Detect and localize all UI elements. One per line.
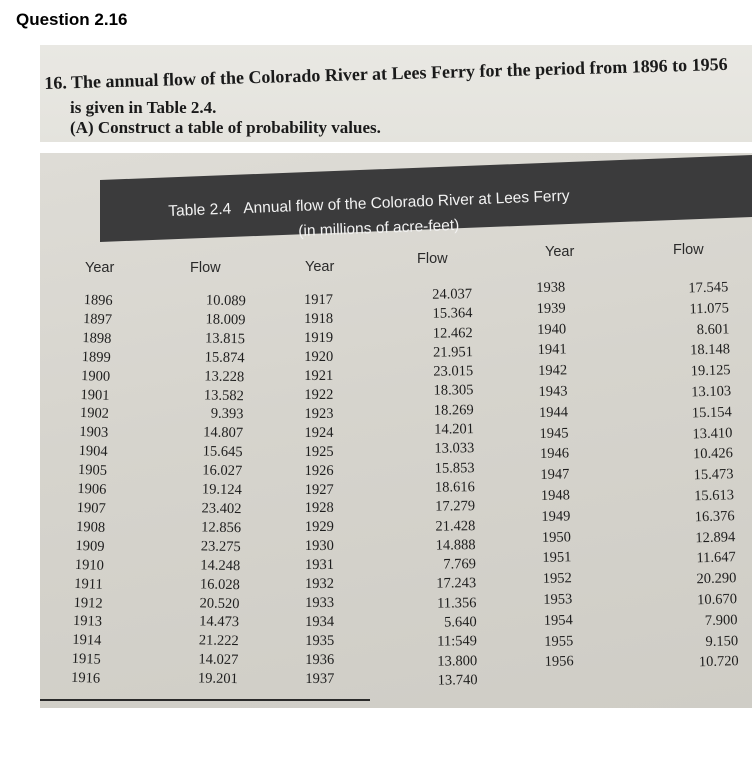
problem-line-2: is given in Table 2.4. <box>70 98 217 117</box>
flow-cell: 13.582 <box>203 386 244 404</box>
problem-line-3: (A) Construct a table of probability values. <box>70 118 381 137</box>
flow-cell: 13.740 <box>437 672 478 689</box>
year-cell: 1910 <box>74 556 105 574</box>
year-cell: 1952 <box>542 570 573 588</box>
year-cell: 1946 <box>539 445 570 463</box>
year-cell: 1916 <box>70 669 101 687</box>
flow-cell: 14.027 <box>198 651 239 669</box>
flow-cell: 18.269 <box>433 401 474 419</box>
year-cell: 1907 <box>76 499 107 517</box>
year-cell: 1940 <box>536 320 567 338</box>
problem-line-1: 16. The annual flow of the Colorado River at Lees Ferry for the period from 1896 to 1956 <box>44 53 728 93</box>
flow-cell: 18.305 <box>433 382 474 400</box>
header-flow-2: Flow <box>417 251 448 267</box>
year-cell: 1911 <box>74 575 104 593</box>
column-years-2 <box>304 291 334 689</box>
table-subtitle: (in millions of acre-feet) <box>298 216 460 240</box>
year-cell: 1909 <box>75 537 105 555</box>
flow-cell: 14.201 <box>434 421 475 438</box>
year-cell: 1908 <box>75 518 106 536</box>
year-cell: 1932 <box>304 576 335 593</box>
question-heading: Question 2.16 <box>16 10 128 29</box>
flow-cell: 11.647 <box>696 549 737 567</box>
year-cell: 1924 <box>304 424 334 441</box>
column-years-1 <box>71 291 113 689</box>
flow-cell: 23.015 <box>433 363 474 380</box>
flow-cell: 9.150 <box>705 632 739 650</box>
year-cell: 1897 <box>82 310 113 328</box>
table-photo <box>40 153 752 708</box>
year-cell: 1936 <box>305 652 335 669</box>
year-cell: 1918 <box>304 310 334 327</box>
year-cell: 1919 <box>304 329 334 346</box>
year-cell: 1947 <box>540 466 570 484</box>
year-cell: 1926 <box>304 462 334 479</box>
flow-cell: 7.769 <box>443 556 477 573</box>
year-cell: 1955 <box>544 632 574 650</box>
year-cell: 1899 <box>81 348 112 366</box>
year-cell: 1927 <box>304 481 334 498</box>
flow-cell: 19.124 <box>201 481 243 499</box>
problem-statement-photo <box>40 45 752 142</box>
header-flow-1: Flow <box>190 260 221 276</box>
flow-cell: 19.125 <box>690 362 731 380</box>
year-cell: 1901 <box>80 386 110 404</box>
year-cell: 1898 <box>82 329 112 347</box>
flow-cell: 11.075 <box>689 300 730 318</box>
flow-cell: 11.356 <box>436 594 477 612</box>
year-cell: 1942 <box>537 362 568 380</box>
column-flows-2 <box>410 285 478 691</box>
flow-cell: 15.853 <box>434 459 475 477</box>
year-cell: 1956 <box>544 653 574 671</box>
year-cell: 1905 <box>77 462 108 480</box>
year-cell: 1954 <box>543 612 573 629</box>
flow-cell: 16.376 <box>694 507 735 526</box>
flow-cell: 24.037 <box>432 286 473 303</box>
header-year-2: Year <box>305 259 335 275</box>
flow-cell: 12.462 <box>432 324 473 342</box>
year-cell: 1914 <box>72 632 102 650</box>
table-bottom-rule <box>40 699 370 701</box>
flow-cell: 7.900 <box>704 611 738 629</box>
year-cell: 1912 <box>73 594 103 612</box>
flow-cell: 13.800 <box>437 652 478 670</box>
year-cell: 1938 <box>536 279 566 296</box>
flow-cell: 14.888 <box>435 536 476 554</box>
header-year-1: Year <box>85 260 115 276</box>
flow-cell: 9.393 <box>210 405 244 423</box>
year-cell: 1928 <box>304 500 334 517</box>
year-cell: 1935 <box>305 633 335 650</box>
year-cell: 1948 <box>540 487 571 504</box>
flow-cell: 21.428 <box>435 517 476 535</box>
flow-cell: 18.009 <box>205 311 246 329</box>
year-cell: 1915 <box>71 651 102 668</box>
flow-cell: 17.545 <box>688 279 729 297</box>
year-cell: 1904 <box>78 443 108 461</box>
year-cell: 1900 <box>80 367 111 385</box>
flow-cell: 18.148 <box>689 341 731 359</box>
flow-cell: 11:549 <box>437 633 478 650</box>
flow-cell: 13.103 <box>691 383 732 401</box>
flow-cell: 15.613 <box>693 487 735 505</box>
year-cell: 1929 <box>304 519 334 536</box>
flow-cell: 23.402 <box>201 500 242 518</box>
year-cell: 1950 <box>541 528 572 546</box>
flow-cell: 15.473 <box>693 466 734 484</box>
flow-cell: 17.279 <box>435 498 476 515</box>
year-cell: 1941 <box>537 341 567 359</box>
flow-cell: 14.248 <box>200 557 241 574</box>
flow-cell: 14.807 <box>202 424 244 442</box>
flow-cell: 13.228 <box>204 368 245 385</box>
year-cell: 1917 <box>304 291 334 308</box>
flow-cell: 20.520 <box>199 594 240 612</box>
flow-cell: 15.364 <box>432 305 473 322</box>
flow-cell: 13.815 <box>204 330 246 348</box>
year-cell: 1937 <box>305 670 335 688</box>
flow-cell: 15.154 <box>691 404 732 422</box>
flow-cell: 14.473 <box>199 613 240 631</box>
flow-cell: 16.028 <box>199 575 241 593</box>
table-caption: Annual flow of the Colorado River at Lees Ferry <box>242 187 570 218</box>
year-cell: 1920 <box>304 348 334 365</box>
table-label: Table 2.4 <box>168 200 232 220</box>
header-year-3: Year <box>545 244 575 260</box>
year-cell: 1943 <box>538 383 568 400</box>
flow-cell: 10.426 <box>692 445 734 463</box>
year-cell: 1930 <box>304 538 334 555</box>
flow-cell: 18.616 <box>434 479 475 496</box>
column-years-3 <box>536 277 574 673</box>
year-cell: 1921 <box>304 367 334 384</box>
flow-cell: 10.089 <box>205 292 246 310</box>
header-flow-3: Flow <box>673 242 704 258</box>
flow-cell: 10.670 <box>696 591 738 609</box>
year-cell: 1949 <box>541 508 571 525</box>
year-cell: 1925 <box>304 443 334 460</box>
flow-cell: 21.222 <box>198 632 239 650</box>
year-cell: 1923 <box>304 405 334 422</box>
year-cell: 1931 <box>304 557 334 574</box>
year-cell: 1903 <box>79 424 109 442</box>
year-cell: 1933 <box>305 595 335 612</box>
column-flows-3 <box>666 277 739 674</box>
year-cell: 1934 <box>305 614 335 631</box>
flow-cell: 15.874 <box>204 349 245 366</box>
year-cell: 1922 <box>304 386 334 403</box>
year-cell: 1953 <box>543 591 573 608</box>
flow-cell: 17.243 <box>436 575 477 593</box>
flow-cell: 8.601 <box>696 320 730 338</box>
year-cell: 1906 <box>77 480 107 498</box>
year-cell: 1913 <box>72 613 103 631</box>
flow-cell: 15.645 <box>202 443 243 461</box>
flow-cell: 20.290 <box>696 570 737 588</box>
flow-cell: 21.951 <box>432 344 474 361</box>
flow-cell: 13.033 <box>434 440 475 458</box>
year-cell: 1902 <box>79 405 110 423</box>
flow-cell: 5.640 <box>443 614 477 631</box>
flow-cell: 10.720 <box>698 653 739 671</box>
flow-cell: 16.027 <box>202 462 243 480</box>
year-cell: 1896 <box>83 291 113 309</box>
flow-cell: 12.894 <box>695 528 736 546</box>
flow-cell: 23.275 <box>200 538 241 555</box>
year-cell: 1945 <box>539 424 569 442</box>
year-cell: 1939 <box>536 300 566 317</box>
flow-cell: 13.410 <box>692 424 733 442</box>
year-cell: 1951 <box>542 549 572 567</box>
column-flows-1 <box>178 291 246 689</box>
year-cell: 1944 <box>538 404 569 421</box>
flow-cell: 19.201 <box>197 670 239 688</box>
flow-cell: 12.856 <box>201 519 242 537</box>
